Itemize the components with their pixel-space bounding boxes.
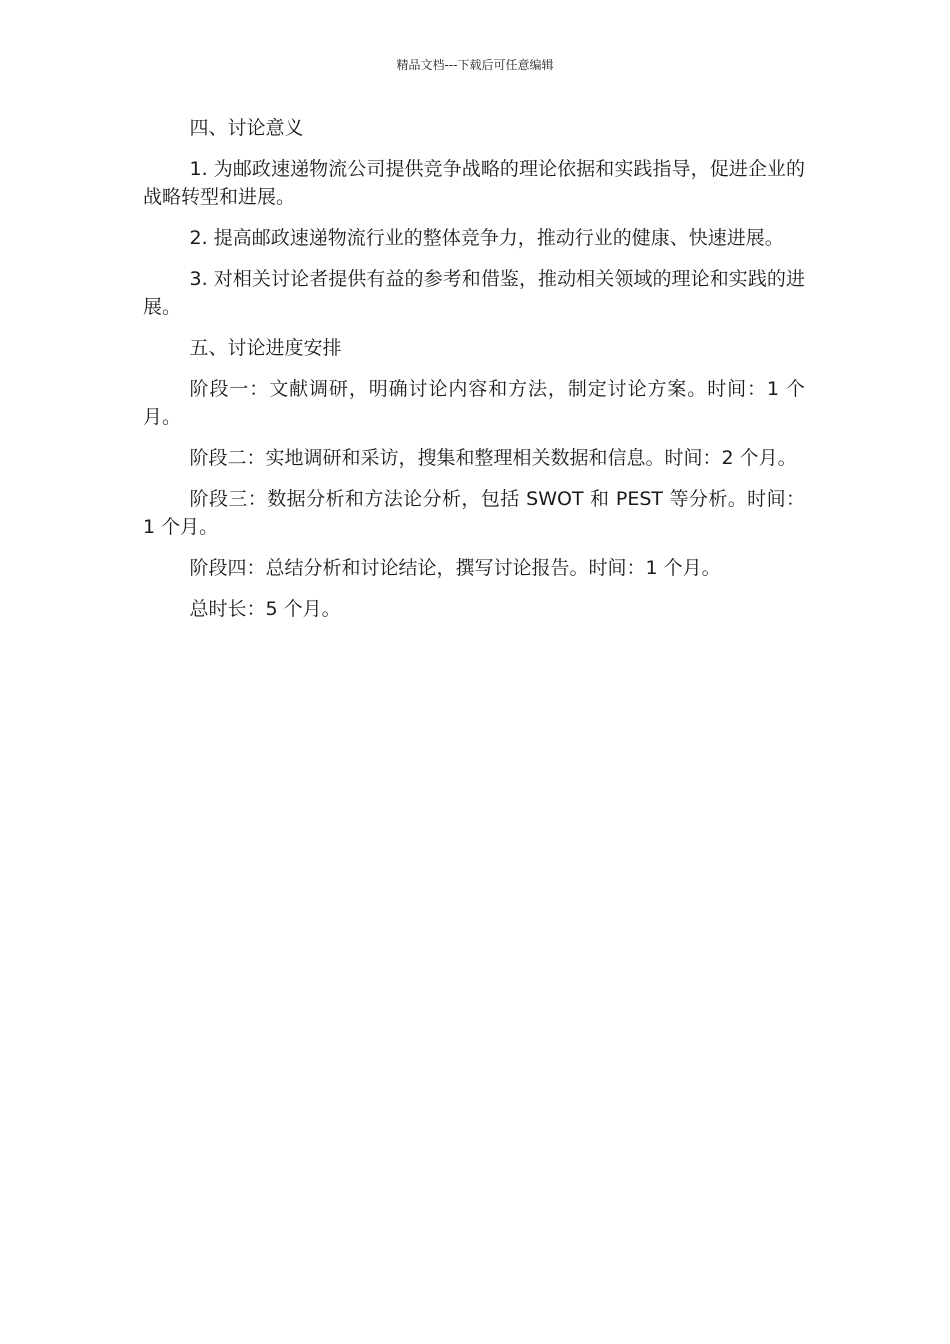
section-heading-schedule: 五、讨论进度安排 [189, 337, 342, 359]
section-heading-significance: 四、讨论意义 [189, 117, 304, 139]
schedule-stage-4: 阶段四：总结分析和讨论结论，撰写讨论报告。时间：1 个月。 [189, 557, 721, 579]
schedule-stage-2: 阶段二：实地调研和采访，搜集和整理相关数据和信息。时间：2 个月。 [189, 447, 797, 469]
significance-item-2: 2. 提高邮政速递物流行业的整体竞争力，推动行业的健康、快速进展。 [189, 227, 784, 249]
significance-item-1: 1. 为邮政速递物流公司提供竞争战略的理论依据和实践指导，促进企业的战略转型和进展。 [143, 158, 805, 208]
significance-item-3: 3. 对相关讨论者提供有益的参考和借鉴，推动相关领域的理论和实践的进展。 [143, 268, 805, 318]
schedule-stage-1: 阶段一：文献调研，明确讨论内容和方法，制定讨论方案。时间：1 个月。 [143, 378, 805, 428]
schedule-stage-3: 阶段三：数据分析和方法论分析，包括 SWOT 和 PEST 等分析。时间：1 个月。 [143, 488, 805, 538]
schedule-total-duration: 总时长：5 个月。 [189, 598, 341, 620]
document-body [143, 114, 805, 636]
page-header: 精品文档---下载后可任意编辑 [396, 58, 554, 72]
